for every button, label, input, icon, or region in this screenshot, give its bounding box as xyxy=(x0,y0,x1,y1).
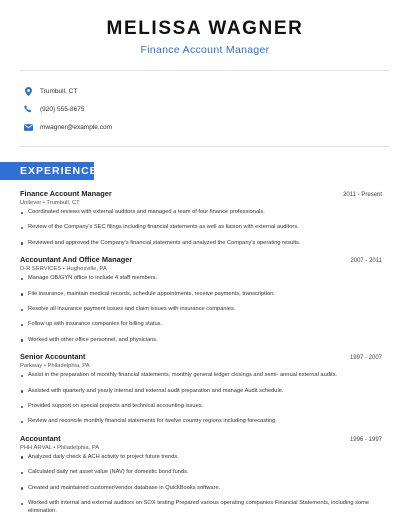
bullet-item: Assist in the preparation of monthly financial statements, monthly general ledger closings and semi- annual external audits. xyxy=(20,372,382,379)
job-company: D-R SERVICES • Hughesville, PA xyxy=(20,266,107,273)
resume-header xyxy=(0,18,410,56)
job-entry xyxy=(20,434,382,515)
email-icon xyxy=(22,124,34,131)
job-bullets xyxy=(20,454,382,515)
job-dates: 1997 - 2007 xyxy=(349,355,382,362)
location-pin-icon xyxy=(22,87,34,96)
bullet-item: Follow up with insurance companies for billing status. xyxy=(20,321,382,328)
contact-divider xyxy=(20,146,390,147)
bullet-item: Worked with internal and external auditors on SOX testing Prepared various operating companies Financial Statements, including some elimination. xyxy=(20,500,382,515)
bullet-item: Review of the Company's SEC filings including financial statements as well as liaison with external auditors. xyxy=(20,224,382,231)
bullet-item: Coordinated reviews with external auditors and managed a team of four finance professionals. xyxy=(20,209,382,216)
contact-list xyxy=(22,82,112,136)
bullet-item: Created and maintained customer/vendor database in QuickBooks software. xyxy=(20,485,382,492)
bullet-item: Review and reconcile monthly financial statements for twelve country regions including forecasting. xyxy=(20,418,382,425)
job-bullets xyxy=(20,209,382,247)
contact-phone-text: (920) 555-8675 xyxy=(40,105,85,113)
job-title: Senior Accountant xyxy=(20,352,86,362)
experience-list xyxy=(20,189,382,523)
bullet-item: Analyzed daily check & ACH activity to project future trends. xyxy=(20,454,382,461)
job-header xyxy=(20,189,382,198)
job-entry xyxy=(20,189,382,247)
job-header xyxy=(20,434,382,443)
candidate-name: MELISSA WAGNER xyxy=(106,18,304,39)
contact-email-text: mwagner@example.com xyxy=(40,123,112,131)
job-entry xyxy=(20,255,382,344)
job-title: Finance Account Manager xyxy=(20,189,112,198)
job-bullets xyxy=(20,275,382,344)
contact-phone xyxy=(22,100,112,118)
job-entry xyxy=(20,352,382,426)
job-title: Accountant And Office Manager xyxy=(20,255,133,265)
job-company: Unilever • Trumbull, CT xyxy=(20,200,80,206)
job-bullets xyxy=(20,372,382,426)
job-title: Accountant xyxy=(20,433,61,443)
contact-location xyxy=(22,82,112,100)
section-heading-experience: EXPERIENCE xyxy=(0,162,94,180)
bullet-item: Reviewed and approved the Company's financial statements and analyzed the Company's operating results. xyxy=(20,240,382,247)
bullet-item: Assisted with quarterly and yearly internal and external audit preparation and manage Audit schedule. xyxy=(20,388,382,395)
contact-email xyxy=(22,118,112,136)
job-dates: 2011 - Present xyxy=(343,192,382,198)
bullet-item: Resolve all insurance payment issues and claim issues with insurance companies. xyxy=(20,306,382,313)
header-divider xyxy=(20,70,390,71)
job-company: PHH ARVAL • Philadelphia, PA xyxy=(20,444,100,451)
job-dates: 1996 - 1997 xyxy=(349,436,382,443)
job-header xyxy=(20,352,382,361)
bullet-item: File insurance, maintain medical records, schedule appointments, receive payments, transcription. xyxy=(20,291,382,298)
phone-icon xyxy=(22,105,34,113)
bullet-item: Provided support on special projects and technical accounting issues. xyxy=(20,403,382,410)
job-header xyxy=(20,255,382,264)
contact-location-text: Trumbull, CT xyxy=(40,87,78,95)
job-dates: 2007 - 2011 xyxy=(350,258,382,265)
bullet-item: Calculated daily net asset value (NAV) for domestic bond funds. xyxy=(20,469,382,476)
bullet-item: Worked with other office personnel, and physicians. xyxy=(20,337,382,344)
candidate-title: Finance Account Manager xyxy=(140,44,270,56)
job-company: Parkway • Philadelphia, PA xyxy=(20,363,90,370)
bullet-item: Manage OB/GYN office to include 4 staff members. xyxy=(20,275,382,282)
